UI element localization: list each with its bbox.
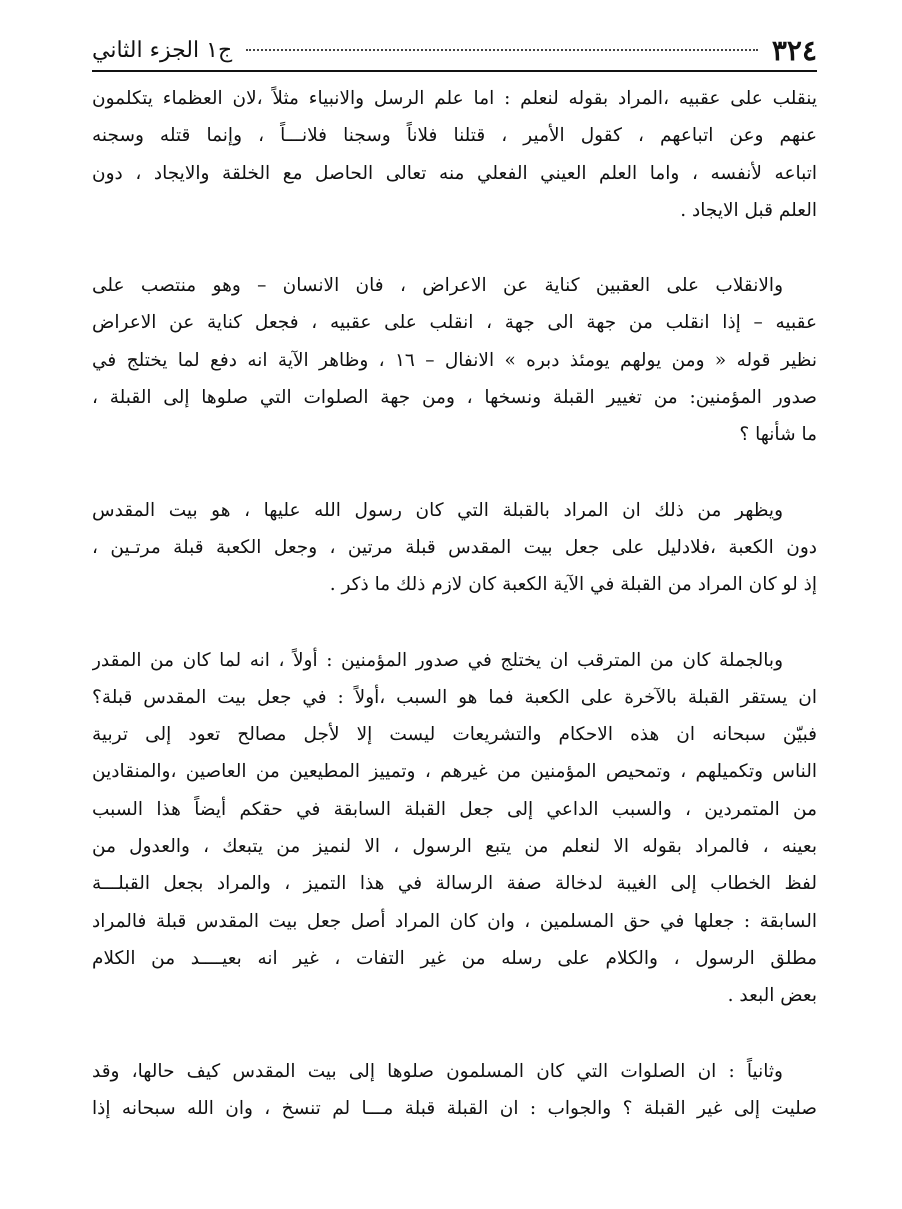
paragraph-gap — [92, 1015, 817, 1053]
text-line: نظير قوله « ومن يولهم يومئذ دبره » الانفال – ١٦ ، وظاهر الآية انه دفع لما يختلج في — [92, 349, 817, 371]
text-line: من المتمردين ، والسبب الداعي إلى جعل القبلة السابقة في حقكم أيضاً هذا السبب — [92, 798, 817, 820]
text-line: مطلق الرسول ، والكلام على رسله من غير التفات ، غير انه بعيــــد من الكلام — [92, 947, 817, 969]
text-line: عقبيه – إذا انقلب من جهة الى جهة ، انقلب على عقبيه ، فجعل كناية عن الاعراض — [92, 312, 817, 334]
text-line: صليت إلى غير القبلة ؟ والجواب : ان القبلة قبلة مـــا لم تنسخ ، وان الله سبحانه إذا — [92, 1097, 817, 1119]
text-line: ينقلب على عقبيه ،المراد بقوله لنعلم : اما علم الرسل والانبياء مثلاً ،لان العظماء يتكلمون — [92, 88, 817, 109]
paragraph — [92, 1053, 817, 1128]
text-line: دون الكعبة ،فلادليل على جعل بيت المقدس قبلة مرتين ، وجعل الكعبة قبلة مرتـين ، — [92, 536, 817, 558]
text-line: الناس وتكميلهم ، وتمحيص المؤمنين من غيرهم ، وتمييز المطيعين من العاصين ،والمنقادين — [92, 761, 817, 783]
text-line: فبيّن سبحانه ان هذه الاحكام والتشريعات ليست إلا لأجل مصالح تعود إلى تربية — [92, 724, 817, 746]
paragraph — [92, 642, 817, 1015]
page-number: ٣٢٤ — [771, 33, 817, 67]
text-line: عنهم وعن اتباعهم ، كقول الأمير ، قتلنا فلاناً وسجنا فلانـــاً ، وإنما قتله وسجنه — [92, 125, 817, 147]
body-text — [92, 80, 817, 1127]
paragraph — [92, 267, 817, 453]
text-line: السابقة : جعلها في حق المسلمين ، وان كان المراد أصل جعل بيت المقدس قبلة فالمراد — [92, 910, 817, 932]
text-line: والانقلاب على العقبين كناية عن الاعراض ، فان الانسان – وهو منتصب على — [92, 275, 783, 297]
paragraph — [92, 80, 817, 229]
page-header — [92, 30, 817, 72]
text-line: لفظ الخطاب إلى الغيبة لدخالة صفة الرسالة في هذا التميز ، والمراد بجعل القبلـــة — [92, 873, 817, 895]
running-title: ج١ الجزء الثاني — [92, 37, 233, 63]
paragraph-gap — [92, 604, 817, 642]
text-line: صدور المؤمنين: من تغيير القبلة ونسخها ، ومن جهة الصلوات التي صلوها إلى القبلة ، — [92, 387, 817, 409]
text-line: وثانياً : ان الصلوات التي كان المسلمون صلوها إلى بيت المقدس كيف حالها، وقد — [92, 1060, 783, 1082]
text-line: إذ لو كان المراد من القبلة في الآية الكعبة كان لازم ذلك ما ذكر . — [329, 574, 817, 596]
paragraph-gap — [92, 454, 817, 492]
text-line: اتباعه لأنفسه ، واما العلم العيني الفعلي منه تعالى الحاصل مع الخلقة والايجاد ، دون — [92, 162, 817, 184]
text-line: ويظهر من ذلك ان المراد بالقبلة التي كان رسول الله عليها ، هو بيت المقدس — [92, 499, 783, 521]
paragraph-gap — [92, 229, 817, 267]
text-line: بعض البعد . — [727, 985, 817, 1007]
text-line: بعينه ، فالمراد بقوله الا لنعلم من يتبع الرسول ، الا لنميز من يتبعك ، والعدول من — [92, 836, 817, 858]
paragraph — [92, 492, 817, 604]
text-line: العلم قبل الايجاد . — [680, 199, 817, 221]
text-line: وبالجملة كان من المترقب ان يختلج في صدور المؤمنين : أولاً ، انه لما كان من المقدر — [92, 649, 783, 671]
text-line: ان يستقر القبلة بالآخرة على الكعبة فما هو السبب ،أولاً : في جعل بيت المقدس قبلة؟ — [92, 686, 817, 708]
header-leader-dots — [246, 49, 758, 51]
text-line: ما شأنها ؟ — [739, 424, 817, 446]
